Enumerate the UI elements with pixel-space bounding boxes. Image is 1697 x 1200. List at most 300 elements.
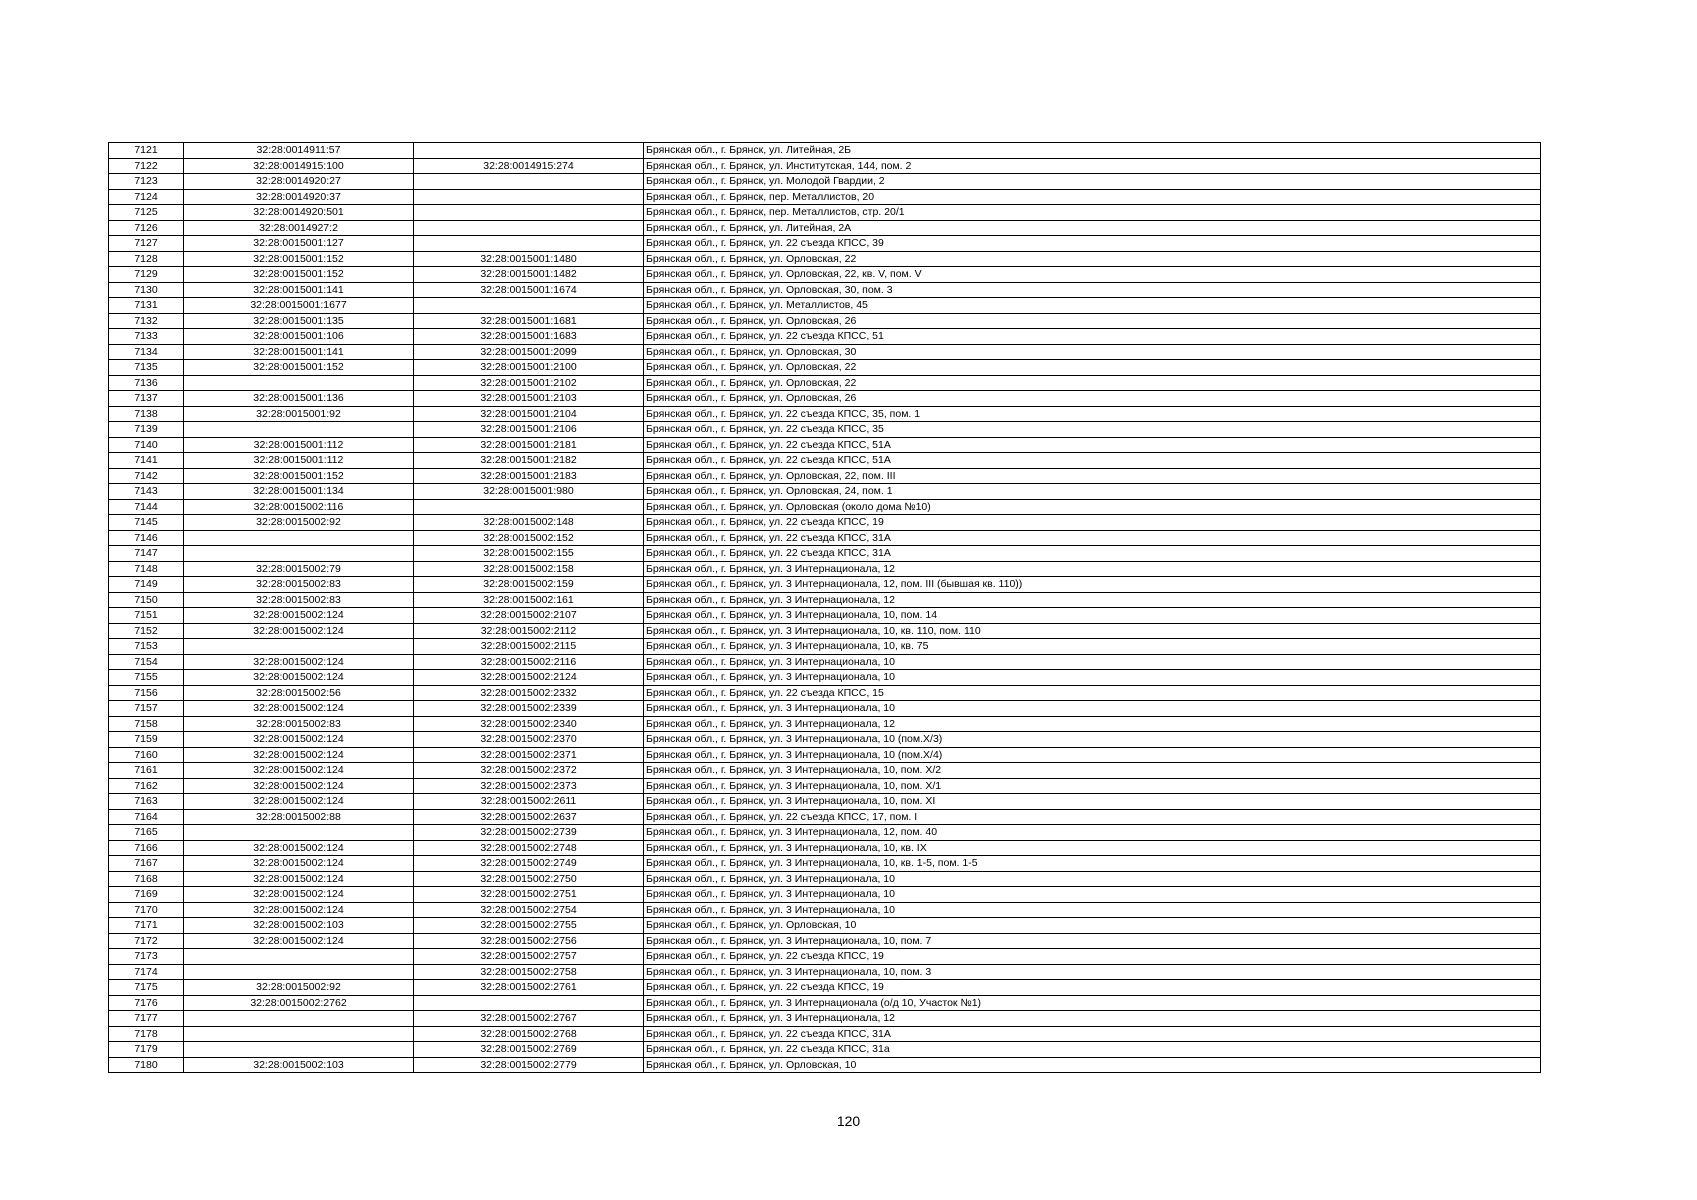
address-cell: Брянская обл., г. Брянск, ул. Молодой Гвардии, 2 — [644, 174, 1541, 190]
address-cell: Брянская обл., г. Брянск, ул. 22 съезда КПСС, 31а — [644, 1042, 1541, 1058]
object-cadastral-number-cell: 32:28:0015002:152 — [414, 530, 644, 546]
table-row — [109, 964, 1541, 980]
table-row — [109, 592, 1541, 608]
land-cadastral-number-cell: 32:28:0015002:124 — [184, 794, 414, 810]
table-row — [109, 747, 1541, 763]
land-cadastral-number-cell: 32:28:0015001:92 — [184, 406, 414, 422]
address-cell: Брянская обл., г. Брянск, ул. 22 съезда КПСС, 39 — [644, 236, 1541, 252]
object-cadastral-number-cell — [414, 220, 644, 236]
land-cadastral-number-cell: 32:28:0015002:124 — [184, 701, 414, 717]
address-cell: Брянская обл., г. Брянск, ул. 3 Интернационала, 10 — [644, 887, 1541, 903]
table-row — [109, 778, 1541, 794]
land-cadastral-number-cell: 32:28:0015001:141 — [184, 282, 414, 298]
object-cadastral-number-cell: 32:28:0015001:980 — [414, 484, 644, 500]
land-cadastral-number-cell — [184, 1011, 414, 1027]
row-number-cell: 7165 — [109, 825, 184, 841]
land-cadastral-number-cell: 32:28:0015001:127 — [184, 236, 414, 252]
address-cell: Брянская обл., г. Брянск, ул. 22 съезда КПСС, 35, пом. 1 — [644, 406, 1541, 422]
object-cadastral-number-cell: 32:28:0015002:155 — [414, 546, 644, 562]
page-number: 120 — [836, 1113, 861, 1129]
address-cell: Брянская обл., г. Брянск, ул. 3 Интернационала, 10 — [644, 670, 1541, 686]
land-cadastral-number-cell: 32:28:0015001:136 — [184, 391, 414, 407]
row-number-cell: 7178 — [109, 1026, 184, 1042]
table-row — [109, 732, 1541, 748]
object-cadastral-number-cell: 32:28:0015002:2761 — [414, 980, 644, 996]
row-number-cell: 7122 — [109, 158, 184, 174]
table-row — [109, 856, 1541, 872]
table-row — [109, 809, 1541, 825]
row-number-cell: 7132 — [109, 313, 184, 329]
land-cadastral-number-cell: 32:28:0015002:124 — [184, 670, 414, 686]
row-number-cell: 7141 — [109, 453, 184, 469]
table-row — [109, 887, 1541, 903]
address-cell: Брянская обл., г. Брянск, ул. 3 Интернационала, 10, пом. 7 — [644, 933, 1541, 949]
table-row — [109, 763, 1541, 779]
address-cell: Брянская обл., г. Брянск, ул. Орловская (около дома №10) — [644, 499, 1541, 515]
table-row — [109, 1026, 1541, 1042]
land-cadastral-number-cell: 32:28:0015002:124 — [184, 778, 414, 794]
table-row — [109, 499, 1541, 515]
address-cell: Брянская обл., г. Брянск, ул. 3 Интернационала, 10 (пом.Х/3) — [644, 732, 1541, 748]
table-row — [109, 282, 1541, 298]
row-number-cell: 7131 — [109, 298, 184, 314]
row-number-cell: 7161 — [109, 763, 184, 779]
table-row — [109, 794, 1541, 810]
table-row — [109, 902, 1541, 918]
land-cadastral-number-cell: 32:28:0015001:112 — [184, 453, 414, 469]
land-cadastral-number-cell: 32:28:0015001:106 — [184, 329, 414, 345]
object-cadastral-number-cell: 32:28:0015001:2181 — [414, 437, 644, 453]
land-cadastral-number-cell: 32:28:0015001:152 — [184, 267, 414, 283]
land-cadastral-number-cell: 32:28:0015002:124 — [184, 608, 414, 624]
land-cadastral-number-cell: 32:28:0014927:2 — [184, 220, 414, 236]
address-cell: Брянская обл., г. Брянск, ул. 22 съезда КПСС, 31А — [644, 1026, 1541, 1042]
table-row — [109, 453, 1541, 469]
address-cell: Брянская обл., г. Брянск, ул. Орловская, 10 — [644, 1057, 1541, 1073]
address-cell: Брянская обл., г. Брянск, ул. 22 съезда КПСС, 35 — [644, 422, 1541, 438]
land-cadastral-number-cell: 32:28:0015002:92 — [184, 515, 414, 531]
table-row — [109, 220, 1541, 236]
address-cell: Брянская обл., г. Брянск, ул. 22 съезда КПСС, 15 — [644, 685, 1541, 701]
land-cadastral-number-cell: 32:28:0015002:124 — [184, 902, 414, 918]
table-row — [109, 670, 1541, 686]
object-cadastral-number-cell: 32:28:0015002:159 — [414, 577, 644, 593]
row-number-cell: 7172 — [109, 933, 184, 949]
land-cadastral-number-cell: 32:28:0015002:124 — [184, 623, 414, 639]
table-row — [109, 933, 1541, 949]
object-cadastral-number-cell: 32:28:0015001:1674 — [414, 282, 644, 298]
land-cadastral-number-cell: 32:28:0015002:124 — [184, 933, 414, 949]
land-cadastral-number-cell: 32:28:0014920:501 — [184, 205, 414, 221]
row-number-cell: 7170 — [109, 902, 184, 918]
row-number-cell: 7173 — [109, 949, 184, 965]
object-cadastral-number-cell: 32:28:0015002:2768 — [414, 1026, 644, 1042]
registry-table-body — [109, 143, 1541, 1073]
address-cell: Брянская обл., г. Брянск, ул. 3 Интернационала, 10, кв. 75 — [644, 639, 1541, 655]
row-number-cell: 7147 — [109, 546, 184, 562]
land-cadastral-number-cell: 32:28:0015002:88 — [184, 809, 414, 825]
object-cadastral-number-cell: 32:28:0015002:2749 — [414, 856, 644, 872]
land-cadastral-number-cell — [184, 530, 414, 546]
table-row — [109, 437, 1541, 453]
row-number-cell: 7133 — [109, 329, 184, 345]
address-cell: Брянская обл., г. Брянск, ул. 3 Интернационала, 10, пом. XI — [644, 794, 1541, 810]
land-cadastral-number-cell: 32:28:0015002:124 — [184, 887, 414, 903]
land-cadastral-number-cell: 32:28:0015002:124 — [184, 871, 414, 887]
address-cell: Брянская обл., г. Брянск, ул. 3 Интернационала, 10 (пом.Х/4) — [644, 747, 1541, 763]
row-number-cell: 7123 — [109, 174, 184, 190]
address-cell: Брянская обл., г. Брянск, ул. 3 Интернационала, 10, кв. IX — [644, 840, 1541, 856]
object-cadastral-number-cell: 32:28:0015002:2767 — [414, 1011, 644, 1027]
land-cadastral-number-cell: 32:28:0015002:124 — [184, 747, 414, 763]
table-row — [109, 1057, 1541, 1073]
table-row — [109, 143, 1541, 159]
land-cadastral-number-cell — [184, 1042, 414, 1058]
object-cadastral-number-cell: 32:28:0015002:2107 — [414, 608, 644, 624]
table-row — [109, 716, 1541, 732]
address-cell: Брянская обл., г. Брянск, ул. Литейная, 2Б — [644, 143, 1541, 159]
object-cadastral-number-cell: 32:28:0015001:2182 — [414, 453, 644, 469]
address-cell: Брянская обл., г. Брянск, ул. Орловская, 30 — [644, 344, 1541, 360]
land-cadastral-number-cell — [184, 949, 414, 965]
object-cadastral-number-cell: 32:28:0015001:1681 — [414, 313, 644, 329]
address-cell: Брянская обл., г. Брянск, ул. Литейная, 2А — [644, 220, 1541, 236]
object-cadastral-number-cell: 32:28:0015002:2739 — [414, 825, 644, 841]
table-row — [109, 391, 1541, 407]
address-cell: Брянская обл., г. Брянск, ул. 3 Интернационала, 10, кв. 110, пом. 110 — [644, 623, 1541, 639]
table-row — [109, 530, 1541, 546]
land-cadastral-number-cell: 32:28:0015002:103 — [184, 918, 414, 934]
object-cadastral-number-cell: 32:28:0015002:2340 — [414, 716, 644, 732]
table-row — [109, 515, 1541, 531]
row-number-cell: 7125 — [109, 205, 184, 221]
address-cell: Брянская обл., г. Брянск, ул. 3 Интернационала, 10, пом. 14 — [644, 608, 1541, 624]
table-row — [109, 654, 1541, 670]
object-cadastral-number-cell — [414, 298, 644, 314]
object-cadastral-number-cell — [414, 499, 644, 515]
object-cadastral-number-cell: 32:28:0015002:2750 — [414, 871, 644, 887]
land-cadastral-number-cell: 32:28:0015002:116 — [184, 499, 414, 515]
row-number-cell: 7153 — [109, 639, 184, 655]
address-cell: Брянская обл., г. Брянск, ул. Орловская, 22 — [644, 375, 1541, 391]
address-cell: Брянская обл., г. Брянск, ул. 3 Интернационала, 10 — [644, 654, 1541, 670]
land-cadastral-number-cell: 32:28:0015002:83 — [184, 577, 414, 593]
address-cell: Брянская обл., г. Брянск, ул. 3 Интернационала, 10, кв. 1-5, пом. 1-5 — [644, 856, 1541, 872]
object-cadastral-number-cell: 32:28:0015002:2751 — [414, 887, 644, 903]
object-cadastral-number-cell: 32:28:0015001:2102 — [414, 375, 644, 391]
land-cadastral-number-cell: 32:28:0015001:134 — [184, 484, 414, 500]
row-number-cell: 7156 — [109, 685, 184, 701]
land-cadastral-number-cell: 32:28:0015001:141 — [184, 344, 414, 360]
row-number-cell: 7171 — [109, 918, 184, 934]
address-cell: Брянская обл., г. Брянск, ул. 3 Интернационала, 12 — [644, 561, 1541, 577]
object-cadastral-number-cell: 32:28:0015002:2637 — [414, 809, 644, 825]
address-cell: Брянская обл., г. Брянск, ул. Орловская, 30, пом. 3 — [644, 282, 1541, 298]
address-cell: Брянская обл., г. Брянск, ул. 22 съезда КПСС, 17, пом. I — [644, 809, 1541, 825]
land-cadastral-number-cell — [184, 546, 414, 562]
address-cell: Брянская обл., г. Брянск, ул. Орловская, 26 — [644, 313, 1541, 329]
land-cadastral-number-cell: 32:28:0015002:124 — [184, 840, 414, 856]
address-cell: Брянская обл., г. Брянск, ул. Орловская, 26 — [644, 391, 1541, 407]
address-cell: Брянская обл., г. Брянск, ул. Металлистов, 45 — [644, 298, 1541, 314]
table-row — [109, 422, 1541, 438]
row-number-cell: 7140 — [109, 437, 184, 453]
object-cadastral-number-cell: 32:28:0015001:1480 — [414, 251, 644, 267]
row-number-cell: 7152 — [109, 623, 184, 639]
address-cell: Брянская обл., г. Брянск, ул. Орловская, 24, пом. 1 — [644, 484, 1541, 500]
object-cadastral-number-cell: 32:28:0015002:2756 — [414, 933, 644, 949]
object-cadastral-number-cell: 32:28:0015002:2757 — [414, 949, 644, 965]
row-number-cell: 7138 — [109, 406, 184, 422]
address-cell: Брянская обл., г. Брянск, ул. 22 съезда КПСС, 19 — [644, 980, 1541, 996]
row-number-cell: 7176 — [109, 995, 184, 1011]
row-number-cell: 7151 — [109, 608, 184, 624]
address-cell: Брянская обл., г. Брянск, ул. 3 Интернационала, 12, пом. 40 — [644, 825, 1541, 841]
row-number-cell: 7158 — [109, 716, 184, 732]
object-cadastral-number-cell: 32:28:0015002:2372 — [414, 763, 644, 779]
object-cadastral-number-cell: 32:28:0015002:2371 — [414, 747, 644, 763]
object-cadastral-number-cell: 32:28:0015001:2100 — [414, 360, 644, 376]
table-row — [109, 1011, 1541, 1027]
table-row — [109, 484, 1541, 500]
object-cadastral-number-cell: 32:28:0014915:274 — [414, 158, 644, 174]
object-cadastral-number-cell — [414, 189, 644, 205]
object-cadastral-number-cell: 32:28:0015001:2103 — [414, 391, 644, 407]
row-number-cell: 7145 — [109, 515, 184, 531]
address-cell: Брянская обл., г. Брянск, ул. 22 съезда КПСС, 31А — [644, 546, 1541, 562]
object-cadastral-number-cell — [414, 205, 644, 221]
registry-table — [108, 142, 1541, 1073]
land-cadastral-number-cell: 32:28:0015001:152 — [184, 251, 414, 267]
table-row — [109, 577, 1541, 593]
table-row — [109, 546, 1541, 562]
object-cadastral-number-cell: 32:28:0015001:1482 — [414, 267, 644, 283]
address-cell: Брянская обл., г. Брянск, ул. 3 Интернационала, 10 — [644, 701, 1541, 717]
table-row — [109, 623, 1541, 639]
table-row — [109, 949, 1541, 965]
table-row — [109, 360, 1541, 376]
row-number-cell: 7134 — [109, 344, 184, 360]
land-cadastral-number-cell — [184, 964, 414, 980]
table-row — [109, 871, 1541, 887]
table-row — [109, 251, 1541, 267]
table-row — [109, 267, 1541, 283]
table-row — [109, 825, 1541, 841]
address-cell: Брянская обл., г. Брянск, ул. Институтская, 144, пом. 2 — [644, 158, 1541, 174]
land-cadastral-number-cell: 32:28:0015001:112 — [184, 437, 414, 453]
address-cell: Брянская обл., г. Брянск, ул. 3 Интернационала, 10 — [644, 871, 1541, 887]
row-number-cell: 7139 — [109, 422, 184, 438]
row-number-cell: 7142 — [109, 468, 184, 484]
land-cadastral-number-cell: 32:28:0015002:56 — [184, 685, 414, 701]
address-cell: Брянская обл., г. Брянск, ул. 3 Интернационала, 10 — [644, 902, 1541, 918]
object-cadastral-number-cell: 32:28:0015002:2116 — [414, 654, 644, 670]
row-number-cell: 7162 — [109, 778, 184, 794]
object-cadastral-number-cell: 32:28:0015002:2115 — [414, 639, 644, 655]
land-cadastral-number-cell: 32:28:0014911:57 — [184, 143, 414, 159]
object-cadastral-number-cell: 32:28:0015002:2112 — [414, 623, 644, 639]
address-cell: Брянская обл., г. Брянск, ул. 22 съезда КПСС, 19 — [644, 949, 1541, 965]
table-row — [109, 468, 1541, 484]
land-cadastral-number-cell — [184, 375, 414, 391]
table-row — [109, 561, 1541, 577]
land-cadastral-number-cell: 32:28:0014915:100 — [184, 158, 414, 174]
row-number-cell: 7121 — [109, 143, 184, 159]
object-cadastral-number-cell: 32:28:0015002:2779 — [414, 1057, 644, 1073]
land-cadastral-number-cell: 32:28:0014920:27 — [184, 174, 414, 190]
row-number-cell: 7179 — [109, 1042, 184, 1058]
row-number-cell: 7168 — [109, 871, 184, 887]
land-cadastral-number-cell: 32:28:0015002:83 — [184, 592, 414, 608]
land-cadastral-number-cell: 32:28:0015002:83 — [184, 716, 414, 732]
land-cadastral-number-cell — [184, 825, 414, 841]
table-row — [109, 189, 1541, 205]
object-cadastral-number-cell: 32:28:0015001:2099 — [414, 344, 644, 360]
table-row — [109, 375, 1541, 391]
land-cadastral-number-cell: 32:28:0015001:152 — [184, 468, 414, 484]
object-cadastral-number-cell: 32:28:0015002:161 — [414, 592, 644, 608]
row-number-cell: 7163 — [109, 794, 184, 810]
address-cell: Брянская обл., г. Брянск, ул. 3 Интернационала, 12, пом. III (бывшая кв. 110)) — [644, 577, 1541, 593]
row-number-cell: 7157 — [109, 701, 184, 717]
row-number-cell: 7136 — [109, 375, 184, 391]
address-cell: Брянская обл., г. Брянск, ул. Орловская, 22, пом. III — [644, 468, 1541, 484]
object-cadastral-number-cell: 32:28:0015002:2339 — [414, 701, 644, 717]
address-cell: Брянская обл., г. Брянск, ул. 22 съезда КПСС, 51А — [644, 437, 1541, 453]
address-cell: Брянская обл., г. Брянск, пер. Металлистов, стр. 20/1 — [644, 205, 1541, 221]
address-cell: Брянская обл., г. Брянск, ул. 22 съезда КПСС, 19 — [644, 515, 1541, 531]
row-number-cell: 7149 — [109, 577, 184, 593]
object-cadastral-number-cell — [414, 995, 644, 1011]
land-cadastral-number-cell: 32:28:0015001:1677 — [184, 298, 414, 314]
address-cell: Брянская обл., г. Брянск, ул. 3 Интернационала, 12 — [644, 716, 1541, 732]
table-row — [109, 313, 1541, 329]
row-number-cell: 7146 — [109, 530, 184, 546]
land-cadastral-number-cell: 32:28:0015002:124 — [184, 856, 414, 872]
table-row — [109, 174, 1541, 190]
row-number-cell: 7180 — [109, 1057, 184, 1073]
table-row — [109, 608, 1541, 624]
table-row — [109, 236, 1541, 252]
object-cadastral-number-cell: 32:28:0015001:2183 — [414, 468, 644, 484]
object-cadastral-number-cell — [414, 174, 644, 190]
address-cell: Брянская обл., г. Брянск, ул. Орловская, 22 — [644, 251, 1541, 267]
address-cell: Брянская обл., г. Брянск, ул. Орловская, 22 — [644, 360, 1541, 376]
table-row — [109, 298, 1541, 314]
row-number-cell: 7169 — [109, 887, 184, 903]
address-cell: Брянская обл., г. Брянск, ул. Орловская, 10 — [644, 918, 1541, 934]
object-cadastral-number-cell: 32:28:0015002:2748 — [414, 840, 644, 856]
object-cadastral-number-cell: 32:28:0015002:2332 — [414, 685, 644, 701]
land-cadastral-number-cell: 32:28:0015002:124 — [184, 763, 414, 779]
land-cadastral-number-cell: 32:28:0015001:152 — [184, 360, 414, 376]
address-cell: Брянская обл., г. Брянск, ул. 3 Интернационала (о/д 10, Участок №1) — [644, 995, 1541, 1011]
address-cell: Брянская обл., г. Брянск, ул. 3 Интернационала, 10, пом. Х/2 — [644, 763, 1541, 779]
row-number-cell: 7154 — [109, 654, 184, 670]
object-cadastral-number-cell — [414, 143, 644, 159]
land-cadastral-number-cell: 32:28:0015002:79 — [184, 561, 414, 577]
object-cadastral-number-cell: 32:28:0015001:2106 — [414, 422, 644, 438]
table-row — [109, 840, 1541, 856]
table-row — [109, 918, 1541, 934]
table-row — [109, 639, 1541, 655]
row-number-cell: 7126 — [109, 220, 184, 236]
row-number-cell: 7164 — [109, 809, 184, 825]
object-cadastral-number-cell: 32:28:0015001:1683 — [414, 329, 644, 345]
address-cell: Брянская обл., г. Брянск, ул. 22 съезда КПСС, 51 — [644, 329, 1541, 345]
row-number-cell: 7144 — [109, 499, 184, 515]
row-number-cell: 7174 — [109, 964, 184, 980]
row-number-cell: 7150 — [109, 592, 184, 608]
object-cadastral-number-cell — [414, 236, 644, 252]
table-row — [109, 995, 1541, 1011]
row-number-cell: 7137 — [109, 391, 184, 407]
address-cell: Брянская обл., г. Брянск, пер. Металлистов, 20 — [644, 189, 1541, 205]
table-row — [109, 701, 1541, 717]
row-number-cell: 7166 — [109, 840, 184, 856]
row-number-cell: 7177 — [109, 1011, 184, 1027]
address-cell: Брянская обл., г. Брянск, ул. 3 Интернационала, 10, пом. 3 — [644, 964, 1541, 980]
row-number-cell: 7148 — [109, 561, 184, 577]
object-cadastral-number-cell: 32:28:0015002:2124 — [414, 670, 644, 686]
row-number-cell: 7159 — [109, 732, 184, 748]
row-number-cell: 7143 — [109, 484, 184, 500]
table-row — [109, 980, 1541, 996]
row-number-cell: 7160 — [109, 747, 184, 763]
object-cadastral-number-cell: 32:28:0015002:2611 — [414, 794, 644, 810]
object-cadastral-number-cell: 32:28:0015002:2373 — [414, 778, 644, 794]
land-cadastral-number-cell: 32:28:0015002:103 — [184, 1057, 414, 1073]
address-cell: Брянская обл., г. Брянск, ул. 3 Интернационала, 12 — [644, 592, 1541, 608]
object-cadastral-number-cell: 32:28:0015002:2758 — [414, 964, 644, 980]
table-row — [109, 158, 1541, 174]
row-number-cell: 7135 — [109, 360, 184, 376]
land-cadastral-number-cell: 32:28:0015002:124 — [184, 732, 414, 748]
address-cell: Брянская обл., г. Брянск, ул. 22 съезда КПСС, 31А — [644, 530, 1541, 546]
object-cadastral-number-cell: 32:28:0015002:158 — [414, 561, 644, 577]
row-number-cell: 7127 — [109, 236, 184, 252]
table-row — [109, 344, 1541, 360]
row-number-cell: 7124 — [109, 189, 184, 205]
row-number-cell: 7155 — [109, 670, 184, 686]
land-cadastral-number-cell: 32:28:0015002:92 — [184, 980, 414, 996]
object-cadastral-number-cell: 32:28:0015002:2754 — [414, 902, 644, 918]
address-cell: Брянская обл., г. Брянск, ул. Орловская, 22, кв. V, пом. V — [644, 267, 1541, 283]
land-cadastral-number-cell: 32:28:0015002:124 — [184, 654, 414, 670]
land-cadastral-number-cell — [184, 639, 414, 655]
address-cell: Брянская обл., г. Брянск, ул. 3 Интернационала, 12 — [644, 1011, 1541, 1027]
table-row — [109, 205, 1541, 221]
land-cadastral-number-cell: 32:28:0015002:2762 — [184, 995, 414, 1011]
land-cadastral-number-cell: 32:28:0015001:135 — [184, 313, 414, 329]
table-row — [109, 406, 1541, 422]
object-cadastral-number-cell: 32:28:0015001:2104 — [414, 406, 644, 422]
land-cadastral-number-cell — [184, 1026, 414, 1042]
land-cadastral-number-cell: 32:28:0014920:37 — [184, 189, 414, 205]
row-number-cell: 7128 — [109, 251, 184, 267]
table-row — [109, 685, 1541, 701]
address-cell: Брянская обл., г. Брянск, ул. 3 Интернационала, 10, пом. Х/1 — [644, 778, 1541, 794]
object-cadastral-number-cell: 32:28:0015002:2755 — [414, 918, 644, 934]
row-number-cell: 7129 — [109, 267, 184, 283]
object-cadastral-number-cell: 32:28:0015002:148 — [414, 515, 644, 531]
object-cadastral-number-cell: 32:28:0015002:2769 — [414, 1042, 644, 1058]
row-number-cell: 7130 — [109, 282, 184, 298]
row-number-cell: 7175 — [109, 980, 184, 996]
land-cadastral-number-cell — [184, 422, 414, 438]
row-number-cell: 7167 — [109, 856, 184, 872]
table-row — [109, 1042, 1541, 1058]
